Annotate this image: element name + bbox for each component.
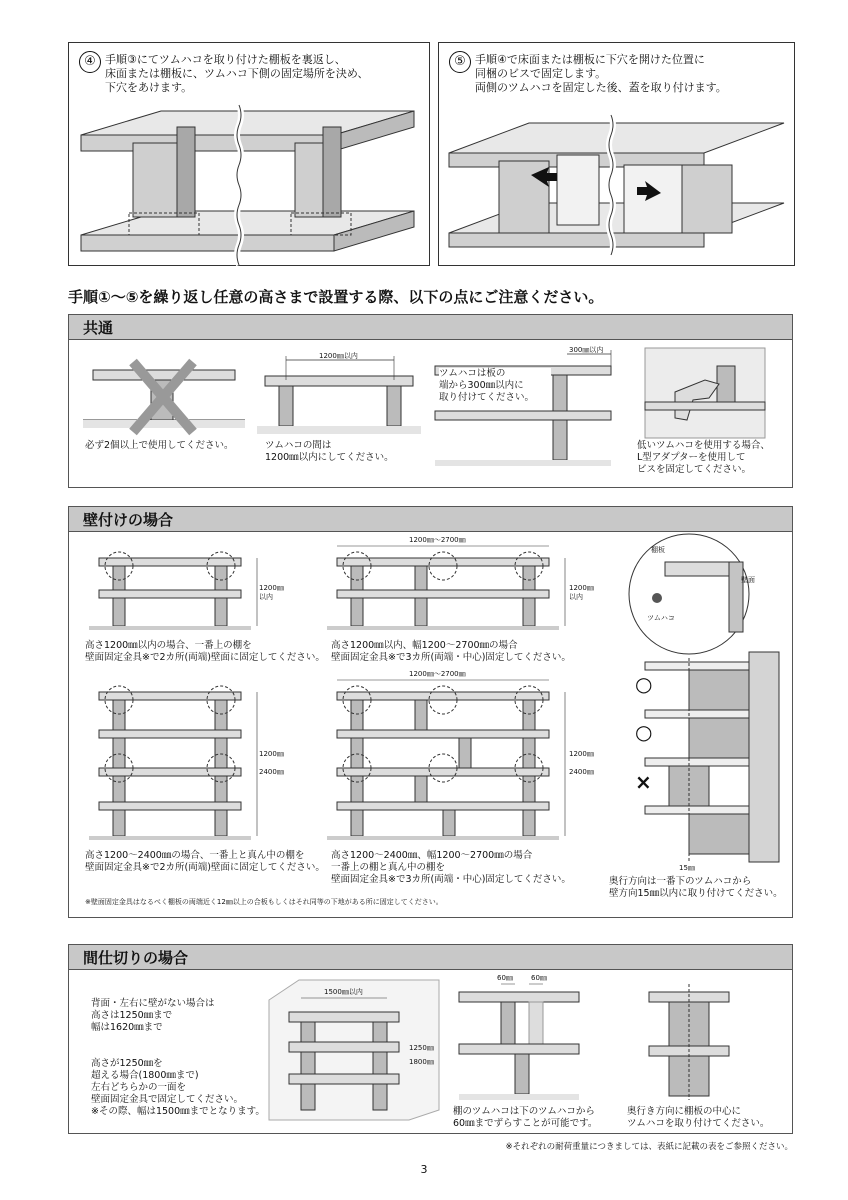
wall-dim-c1: 1200㎜ [259, 750, 284, 758]
wall-dim-a: 1200㎜ 以内 [259, 584, 284, 601]
wall-caption-a: 高さ1200㎜以内の場合、一番上の棚を 壁面固定金具※で2カ所(両端)壁面に固定してください。 [85, 640, 325, 663]
partition-section-box [68, 970, 793, 1134]
step4-text: 手順③にてツムハコを取り付けた棚板を裏返し、 床面または棚板に、ツムハコ下側の固定場所を決め、 下穴をあけます。 [105, 53, 369, 94]
page-number: 3 [420, 1163, 428, 1176]
step4-number: ④ [79, 51, 101, 73]
wall-footnote: ※壁面固定金具はなるべく棚板の両端近く12㎜以上の合板もしくはそれ同等の下地がある所に固定してください。 [85, 898, 443, 906]
partition-text-2: 高さが1250㎜を 超える場合(1800㎜まで) 左右どちらかの一面を 壁面固定金具で固定してください。 ※その際、幅は1500㎜までとなります。 [91, 1058, 265, 1117]
wall-caption-e: 奥行方向は一番下のツムハコから 壁方向15㎜以内に取り付けてください。 [609, 876, 783, 899]
common-caption-3: ツムハコは板の 端から300㎜以内に 取り付けてください。 [439, 368, 551, 404]
detail-label-box: ツムハコ [647, 614, 675, 622]
step4-panel [68, 42, 430, 266]
wall-dim-d2: 2400㎜ [569, 768, 594, 776]
instruction-headline: 手順①～⑤を繰り返し任意の高さまで設置する際、以下の点にご注意ください。 [68, 288, 604, 306]
wall-dim-b-top: 1200㎜～2700㎜ [409, 536, 466, 544]
mark-ng: × [635, 770, 652, 794]
wall-caption-d: 高さ1200～2400㎜、幅1200～2700㎜の場合 一番上の棚と真ん中の棚を 壁面固定金具※で3カ所(両端・中心)固定してください。 [331, 850, 571, 885]
partition-caption-depth: 奥行き方向に棚板の中心に ツムハコを取り付けてください。 [627, 1106, 770, 1129]
step5-illustration [439, 43, 794, 265]
common-dim-2: 1200㎜以内 [319, 352, 358, 360]
wall-dim-d1: 1200㎜ [569, 750, 594, 758]
partition-dim-h2: 1800㎜ [409, 1058, 434, 1066]
step5-text: 手順④で床面または棚板に下穴を開けた位置に 同梱のビスで固定します。 両側のツムハコを固定した後、蓋を取り付けます。 [475, 53, 727, 94]
wall-dim-b: 1200㎜ 以内 [569, 584, 594, 601]
partition-dim-60b: 60㎜ [531, 974, 547, 982]
partition-text-1: 背面・左右に壁がない場合は 高さは1250㎜まで 幅は1620㎜まで [91, 998, 215, 1033]
detail-label-shelf: 棚板 [651, 546, 665, 554]
wall-dim-c2: 2400㎜ [259, 768, 284, 776]
step5-panel [438, 42, 795, 266]
common-section-title: 共通 [68, 314, 793, 340]
common-caption-2: ツムハコの間は 1200㎜以内にしてください。 [265, 440, 394, 463]
footer-note: ※それぞれの耐荷重量につきましては、表紙に記載の表をご参照ください。 [505, 1142, 793, 1152]
wall-dim-d-top: 1200㎜～2700㎜ [409, 670, 466, 678]
partition-caption-shift: 棚のツムハコは下のツムハコから 60㎜までずらすことが可能です。 [453, 1106, 598, 1129]
common-dim-3: 300㎜以内 [569, 346, 604, 354]
step4-illustration [69, 43, 429, 265]
wall-dim-15: 15㎜ [679, 864, 695, 872]
wall-caption-b: 高さ1200㎜以内、幅1200～2700㎜の場合 壁面固定金具※で3カ所(両端・中心)固定してください。 [331, 640, 571, 663]
step5-number: ⑤ [449, 51, 471, 73]
partition-dim-60a: 60㎜ [497, 974, 513, 982]
wall-section-box [68, 532, 793, 918]
partition-dim-w: 1500㎜以内 [324, 988, 363, 996]
wall-section-title: 壁付けの場合 [68, 506, 793, 532]
mark-ok-2: ○ [635, 720, 653, 744]
partition-section-title: 間仕切りの場合 [68, 944, 793, 970]
common-caption-4: 低いツムハコを使用する場合、 L型アダプターを使用して ビスを固定してください。 [637, 440, 770, 475]
partition-dim-h1: 1250㎜ [409, 1044, 434, 1052]
detail-label-wall: 壁面 [741, 576, 755, 584]
mark-ok-1: ○ [635, 672, 653, 696]
common-section-box [68, 340, 793, 488]
common-caption-1: 必ず2個以上で使用してください。 [85, 440, 234, 451]
wall-caption-c: 高さ1200～2400㎜の場合、一番上と真ん中の棚を 壁面固定金具※で2カ所(両端)壁面に固定してください。 [85, 850, 325, 873]
